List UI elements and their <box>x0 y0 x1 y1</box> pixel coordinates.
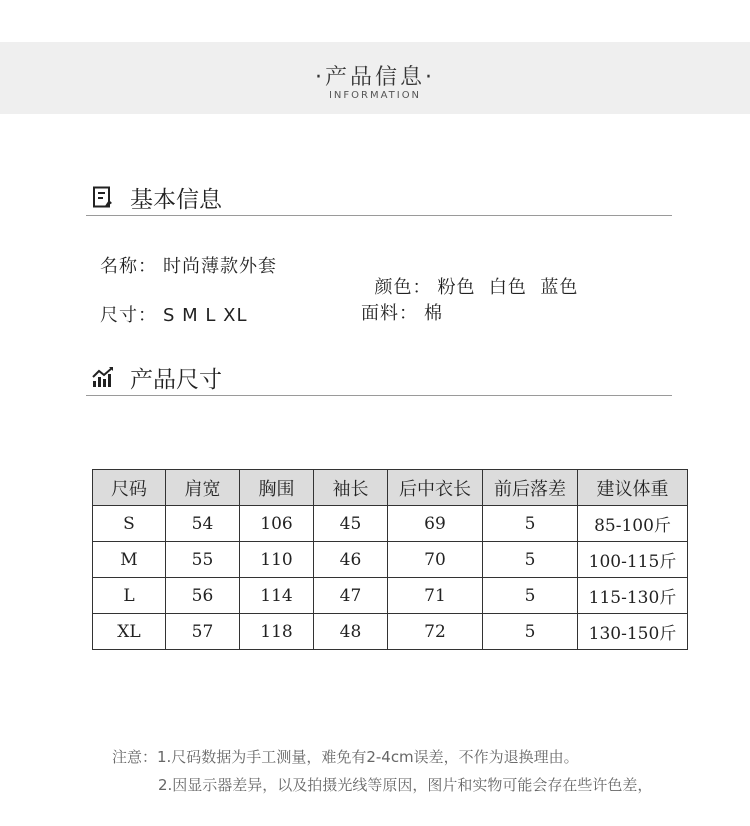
table-cell: 130-150斤 <box>578 614 688 650</box>
size-section-divider <box>86 395 672 396</box>
header-chest: 胸围 <box>240 470 314 506</box>
table-cell: 118 <box>240 614 314 650</box>
header-size: 尺码 <box>93 470 166 506</box>
basic-info-title: 基本信息 <box>130 187 222 213</box>
table-cell: 110 <box>240 542 314 578</box>
material-value: 棉 <box>424 303 443 324</box>
material-label: 面料： <box>361 303 418 324</box>
table-cell: 57 <box>166 614 240 650</box>
size-table <box>92 469 688 650</box>
table-cell: 71 <box>388 578 483 614</box>
table-cell: 69 <box>388 506 483 542</box>
note-line-2: 2.因显示器差异，以及拍摄光线等原因，图片和实物可能会存在些许色差， <box>158 776 653 794</box>
header-length-diff: 前后落差 <box>483 470 578 506</box>
size-section-title: 产品尺寸 <box>130 367 222 393</box>
table-cell: 114 <box>240 578 314 614</box>
table-cell: 47 <box>314 578 388 614</box>
size-row <box>100 301 248 327</box>
basic-info-heading <box>88 181 678 211</box>
table-cell: 56 <box>166 578 240 614</box>
table-cell: 5 <box>483 614 578 650</box>
table-cell: 106 <box>240 506 314 542</box>
table-cell: 70 <box>388 542 483 578</box>
size-heading <box>88 361 678 391</box>
color-value: 粉色 白色 蓝色 <box>437 277 579 298</box>
table-header-row <box>93 470 688 506</box>
table-cell: 5 <box>483 578 578 614</box>
color-label: 颜色： <box>374 277 432 298</box>
size-value: S M L XL <box>163 305 248 326</box>
table-row <box>93 506 688 542</box>
table-cell: 115-130斤 <box>578 578 688 614</box>
table-cell: 72 <box>388 614 483 650</box>
table-cell: XL <box>93 614 166 650</box>
basic-info-divider <box>86 215 672 216</box>
color-row <box>361 252 578 299</box>
table-cell: 46 <box>314 542 388 578</box>
table-cell: 48 <box>314 614 388 650</box>
table-cell: S <box>93 506 166 542</box>
table-cell: 5 <box>483 542 578 578</box>
table-row <box>93 542 688 578</box>
header-shoulder: 肩宽 <box>166 470 240 506</box>
table-row <box>93 578 688 614</box>
table-cell: 55 <box>166 542 240 578</box>
table-cell: 54 <box>166 506 240 542</box>
header-back-length: 后中衣长 <box>388 470 483 506</box>
header-title: ·产品信息· <box>315 65 435 90</box>
table-cell: 45 <box>314 506 388 542</box>
name-value: 时尚薄款外套 <box>163 256 277 277</box>
header-weight: 建议体重 <box>578 470 688 506</box>
table-cell: M <box>93 542 166 578</box>
header-subtitle: INFORMATION <box>328 90 422 101</box>
note-line-1: 注意：1.尺码数据为手工测量，难免有2-4cm误差，不作为退换理由。 <box>112 748 579 766</box>
name-row <box>100 252 277 278</box>
bar-chart-icon <box>92 366 114 388</box>
name-label: 名称： <box>100 256 157 277</box>
table-cell: 85-100斤 <box>578 506 688 542</box>
table-cell: L <box>93 578 166 614</box>
header-sleeve: 袖长 <box>314 470 388 506</box>
size-label: 尺寸： <box>100 305 157 326</box>
material-row <box>361 299 443 325</box>
table-row <box>93 614 688 650</box>
table-cell: 5 <box>483 506 578 542</box>
document-icon <box>92 186 114 208</box>
table-cell: 100-115斤 <box>578 542 688 578</box>
